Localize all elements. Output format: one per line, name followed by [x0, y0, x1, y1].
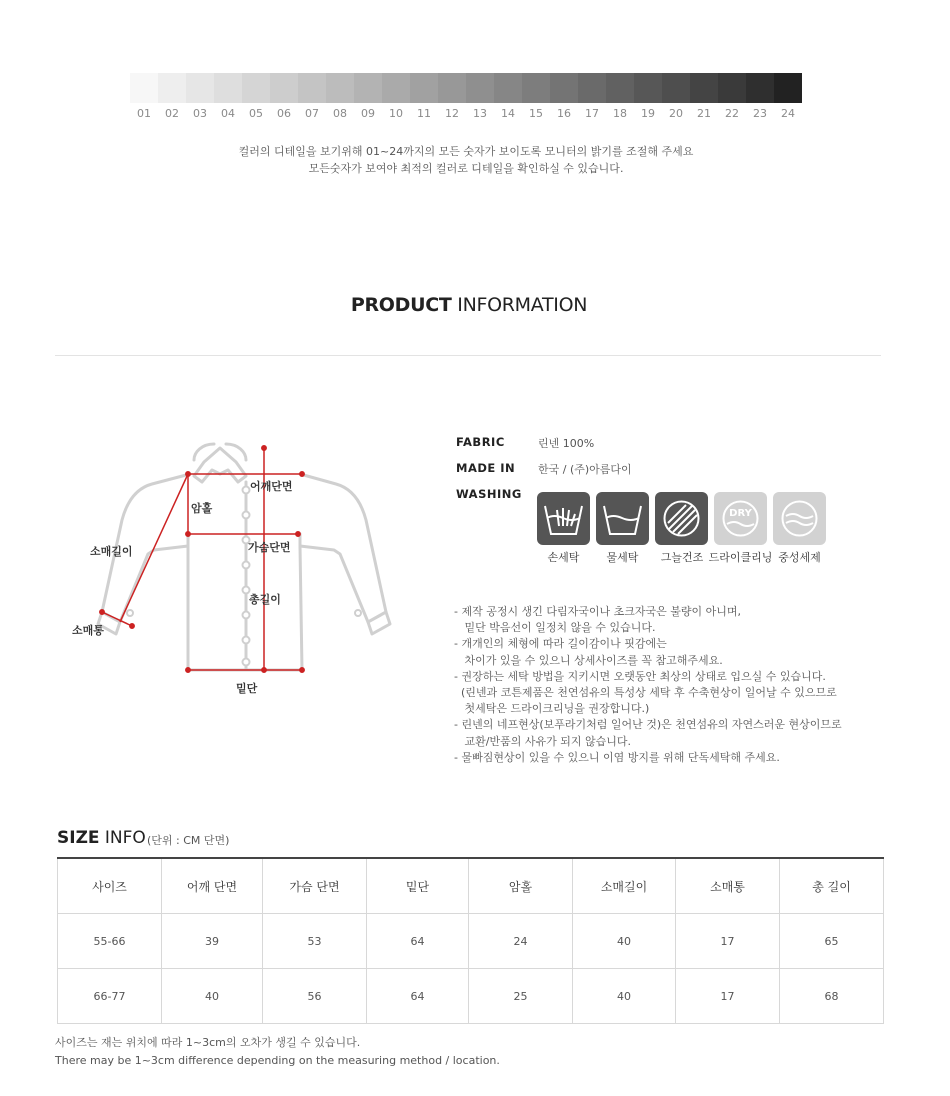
grayscale-number: 12: [445, 107, 459, 120]
cell: 68: [780, 969, 884, 1024]
monitor-notice: [0, 143, 932, 177]
shade-dry-icon: [655, 492, 708, 545]
note-line: - 제작 공정시 생긴 다림자국이나 초크자국은 불량이 아니며,: [454, 605, 741, 618]
cell: 65: [780, 914, 884, 969]
grayscale-swatch: [410, 73, 438, 103]
grayscale-number: 13: [473, 107, 487, 120]
footnote-ko: 사이즈는 재는 위치에 따라 1~3cm의 오차가 생길 수 있습니다.: [55, 1036, 361, 1049]
washing-label-hand: 손세탁: [547, 551, 580, 564]
size-unit: (단위 : CM 단면): [147, 834, 230, 847]
grayscale-swatch: [382, 73, 410, 103]
cell: 53: [263, 914, 367, 969]
size-title-light: INFO: [99, 828, 146, 848]
grayscale-swatch: [354, 73, 382, 103]
grayscale-number: 07: [305, 107, 319, 120]
shirt-measurement-diagram: [60, 430, 400, 710]
grayscale-swatch: [746, 73, 774, 103]
size-footnote: [55, 1034, 500, 1070]
fabric-label: FABRIC: [456, 435, 505, 449]
header-hem: 밑단: [367, 858, 469, 914]
table-row: [58, 969, 884, 1024]
washing-label-dryclean: 드라이클리닝: [708, 551, 773, 564]
grayscale-numbers: [130, 107, 802, 120]
washing-label: WASHING: [456, 487, 522, 501]
notice-line-1: 컬러의 디테일을 보기위해 01~24까지의 모든 숫자가 보이도록 모니터의 밝기를 조절해 주세요: [238, 145, 694, 158]
grayscale-number: 17: [585, 107, 599, 120]
washing-label-water: 물세탁: [606, 551, 639, 564]
note-line: 교환/반품의 사유가 되지 않습니다.: [454, 734, 631, 748]
grayscale-number: 08: [333, 107, 347, 120]
header-cuff: 소매통: [676, 858, 780, 914]
cell: 66-77: [58, 969, 162, 1024]
washing-label-neutral: 중성세제: [778, 551, 821, 564]
shirt-buttons: [127, 487, 361, 666]
footnote-en: There may be 1~3cm difference depending on the measuring method / location.: [55, 1054, 500, 1067]
grayscale-swatch: [494, 73, 522, 103]
grayscale-swatch: [270, 73, 298, 103]
dry-icon-text: DRY: [729, 508, 752, 519]
shirt-illustration: [60, 430, 400, 710]
grayscale-number: 22: [725, 107, 739, 120]
size-info-title: [57, 828, 146, 848]
header-size: 사이즈: [58, 858, 162, 914]
note-line: 밑단 박음선이 일정치 않을 수 있습니다.: [454, 621, 656, 635]
label-chest: 가슴단면: [248, 541, 291, 554]
grayscale-swatch: [606, 73, 634, 103]
grayscale-number: 16: [557, 107, 571, 120]
cell: 17: [676, 914, 780, 969]
cell: 64: [367, 914, 469, 969]
care-notes: [454, 604, 884, 766]
grayscale-swatch: [298, 73, 326, 103]
grayscale-swatch: [774, 73, 802, 103]
grayscale-swatch: [690, 73, 718, 103]
grayscale-swatch: [130, 73, 158, 103]
grayscale-number: 04: [221, 107, 235, 120]
hand-wash-icon: [537, 492, 590, 545]
size-title-bold: SIZE: [57, 828, 100, 848]
grayscale-swatch: [158, 73, 186, 103]
notice-line-2: 모든숫자가 보여야 최적의 컬러로 디테일을 확인하실 수 있습니다.: [308, 162, 624, 175]
cell: 40: [573, 969, 676, 1024]
grayscale-swatch: [550, 73, 578, 103]
title-light: INFORMATION: [451, 294, 588, 316]
header-sleeve-length: 소매길이: [573, 858, 676, 914]
grayscale-swatch: [634, 73, 662, 103]
grayscale-number: 01: [137, 107, 151, 120]
grayscale-swatch: [662, 73, 690, 103]
label-cuff: 소매통: [72, 624, 104, 637]
header-chest: 가슴 단면: [263, 858, 367, 914]
grayscale-number: 11: [417, 107, 431, 120]
grayscale-number: 19: [641, 107, 655, 120]
cell: 25: [469, 969, 573, 1024]
cell: 40: [573, 914, 676, 969]
grayscale-number: 21: [697, 107, 711, 120]
note-line: 첫세탁은 드라이크리닝을 권장합니다.): [454, 702, 650, 716]
grayscale-number: 05: [249, 107, 263, 120]
made-in-label: MADE IN: [456, 461, 516, 475]
grayscale-number: 15: [529, 107, 543, 120]
label-total-length: 총길이: [249, 593, 281, 606]
grayscale-strip: [130, 73, 802, 103]
cell: 64: [367, 969, 469, 1024]
neutral-detergent-icon: [773, 492, 826, 545]
water-wash-icon: [596, 492, 649, 545]
header-armhole: 암홀: [469, 858, 573, 914]
label-armhole: 암홀: [191, 502, 213, 515]
cell: 40: [162, 969, 263, 1024]
grayscale-swatch: [522, 73, 550, 103]
grayscale-swatch: [326, 73, 354, 103]
grayscale-swatch: [466, 73, 494, 103]
grayscale-number: 09: [361, 107, 375, 120]
grayscale-number: 20: [669, 107, 683, 120]
size-table-header: [58, 858, 884, 914]
label-shoulder: 어깨단면: [250, 480, 293, 493]
grayscale-number: 18: [613, 107, 627, 120]
cell: 39: [162, 914, 263, 969]
table-row: [58, 914, 884, 969]
section-title-product-information: [0, 294, 938, 316]
grayscale-swatch: [718, 73, 746, 103]
grayscale-swatch: [242, 73, 270, 103]
cell: 56: [263, 969, 367, 1024]
grayscale-number: 14: [501, 107, 515, 120]
label-sleeve-length: 소매길이: [90, 545, 133, 558]
grayscale-number: 02: [165, 107, 179, 120]
header-shoulder: 어깨 단면: [162, 858, 263, 914]
note-line: - 린넨의 네프현상(보푸라기처럼 일어난 것)은 천연섬유의 자연스러운 현상이므로: [454, 718, 842, 732]
label-hem: 밑단: [236, 682, 258, 695]
grayscale-swatch: [214, 73, 242, 103]
note-line: 차이가 있을 수 있으니 상세사이즈를 꼭 참고해주세요.: [454, 653, 723, 667]
header-total-length: 총 길이: [780, 858, 884, 914]
title-bold: PRODUCT: [350, 294, 452, 316]
note-line: - 권장하는 세탁 방법을 지키시면 오랫동안 최상의 상태로 입으실 수 있습니다.: [454, 669, 826, 683]
note-line: - 물빠짐현상이 있을 수 있으니 이염 방지를 위해 단독세탁해 주세요.: [454, 750, 780, 764]
grayscale-swatch: [186, 73, 214, 103]
grayscale-number: 23: [753, 107, 767, 120]
grayscale-swatch: [578, 73, 606, 103]
grayscale-swatch: [438, 73, 466, 103]
cell: 17: [676, 969, 780, 1024]
grayscale-number: 10: [389, 107, 403, 120]
cell: 55-66: [58, 914, 162, 969]
cell: 24: [469, 914, 573, 969]
grayscale-number: 06: [277, 107, 291, 120]
note-line: (린넨과 코튼제품은 천연섬유의 특성상 세탁 후 수축현상이 일어날 수 있으므로: [454, 686, 837, 700]
size-table: [57, 857, 884, 1024]
grayscale-number: 24: [781, 107, 795, 120]
note-line: - 개개인의 체형에 따라 길이감이나 핏감에는: [454, 637, 667, 651]
washing-label-shade: 그늘건조: [660, 551, 704, 564]
made-in-value: 한국 / (주)아름다이: [538, 463, 632, 476]
grayscale-number: 03: [193, 107, 207, 120]
dry-clean-icon: [714, 492, 767, 545]
fabric-value: 린넨 100%: [538, 437, 595, 450]
divider: [55, 355, 881, 356]
